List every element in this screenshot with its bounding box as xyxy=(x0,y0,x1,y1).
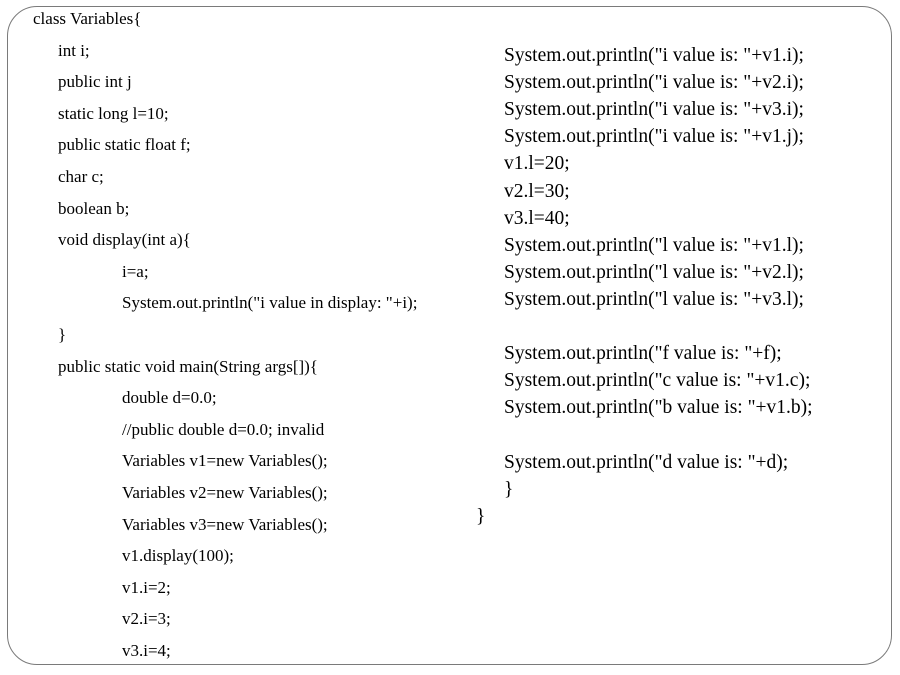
code-line: public int j xyxy=(58,72,132,92)
code-line: v1.display(100); xyxy=(122,546,234,566)
code-line: System.out.println("l value is: "+v3.l); xyxy=(504,288,804,310)
code-line: System.out.println("i value is: "+v1.i); xyxy=(504,45,804,66)
code-line: } xyxy=(504,478,514,500)
code-line: v1.l=20; xyxy=(504,153,570,175)
code-line: double d=0.0; xyxy=(122,388,217,408)
code-line: System.out.println("c value is: "+v1.c); xyxy=(504,370,811,392)
code-line: System.out.println("l value is: "+v1.l); xyxy=(504,234,804,256)
code-line: System.out.println("d value is: "+d); xyxy=(504,451,789,473)
code-line: boolean b; xyxy=(58,198,130,218)
code-line: } xyxy=(58,325,67,344)
code-line: System.out.println("f value is: "+f); xyxy=(504,343,782,365)
code-line: System.out.println("i value in display: "+i); xyxy=(122,293,418,313)
code-line: System.out.println("i value is: "+v1.j); xyxy=(504,126,804,148)
code-line: public static void main(String args[]){ xyxy=(58,356,318,376)
code-line: } xyxy=(476,505,486,527)
code-line: System.out.println("i value is: "+v2.i); xyxy=(504,72,804,94)
code-line: class Variables{ xyxy=(33,9,142,28)
code-line: char c; xyxy=(58,167,104,186)
code-line: Variables v2=new Variables(); xyxy=(122,483,328,502)
code-line: System.out.println("l value is: "+v2.l); xyxy=(504,261,804,283)
code-line: static long l=10; xyxy=(58,103,169,123)
code-line: v2.l=30; xyxy=(504,180,570,202)
code-line: v1.i=2; xyxy=(122,577,171,597)
code-line: public static float f; xyxy=(58,135,191,155)
code-line: v2.i=3; xyxy=(122,609,171,629)
code-line: int i; xyxy=(58,40,90,60)
code-line: v3.i=4; xyxy=(122,641,171,660)
code-line: System.out.println("i value is: "+v3.i); xyxy=(504,99,804,121)
code-line: i=a; xyxy=(122,261,149,281)
code-line: Variables v3=new Variables(); xyxy=(122,514,328,534)
code-line: System.out.println("b value is: "+v1.b); xyxy=(504,397,813,419)
code-line: void display(int a){ xyxy=(58,230,191,250)
code-line: v3.l=40; xyxy=(504,207,570,229)
code-line: //public double d=0.0; invalid xyxy=(122,419,325,439)
code-line: Variables v1=new Variables(); xyxy=(122,451,328,471)
